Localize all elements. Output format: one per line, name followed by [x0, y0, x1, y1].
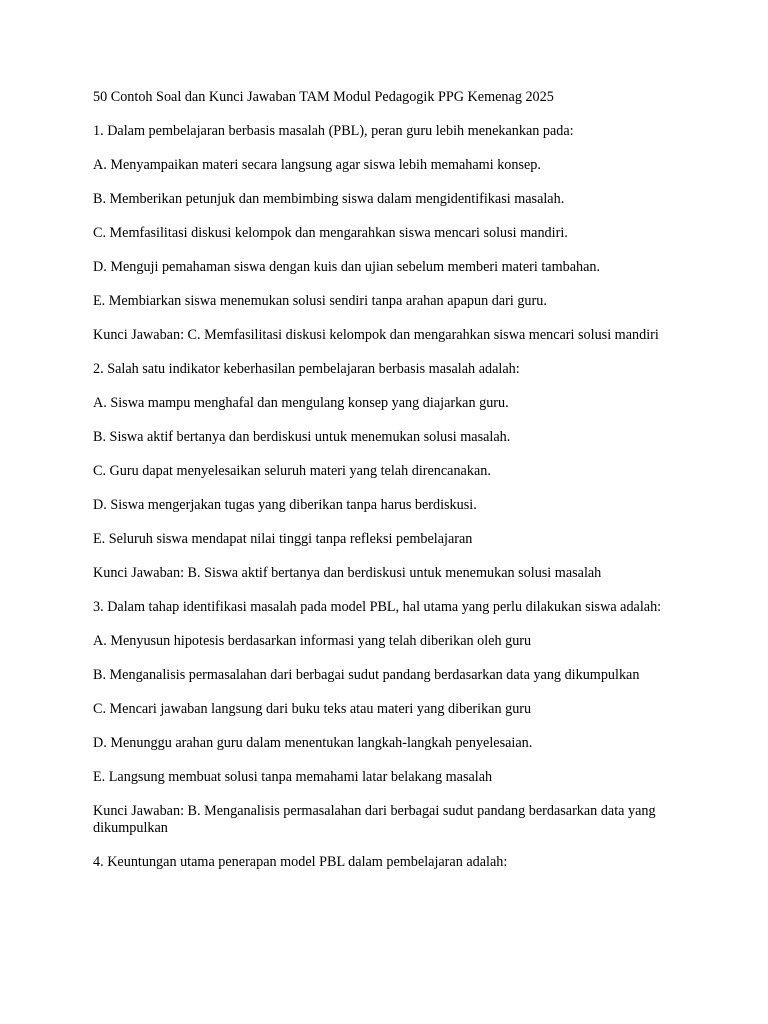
- question-1-answer-key: Kunci Jawaban: C. Memfasilitasi diskusi kelompok dan mengarahkan siswa mencari solusi mandiri: [93, 327, 659, 343]
- question-2-answer-key: Kunci Jawaban: B. Siswa aktif bertanya dan berdiskusi untuk menemukan solusi masalah: [93, 565, 602, 581]
- question-2-option-a: A. Siswa mampu menghafal dan mengulang konsep yang diajarkan guru.: [93, 395, 509, 411]
- question-3-option-a: A. Menyusun hipotesis berdasarkan informasi yang telah diberikan oleh guru: [93, 633, 532, 649]
- question-3-option-d: D. Menunggu arahan guru dalam menentukan langkah-langkah penyelesaian.: [93, 735, 533, 751]
- question-1-option-a: A. Menyampaikan materi secara langsung agar siswa lebih memahami konsep.: [93, 157, 541, 173]
- question-2-option-e: E. Seluruh siswa mendapat nilai tinggi tanpa refleksi pembelajaran: [93, 531, 473, 547]
- document-title: 50 Contoh Soal dan Kunci Jawaban TAM Modul Pedagogik PPG Kemenag 2025: [93, 89, 554, 105]
- question-1-option-b: B. Memberikan petunjuk dan membimbing siswa dalam mengidentifikasi masalah.: [93, 191, 565, 207]
- question-3-option-c: C. Mencari jawaban langsung dari buku teks atau materi yang diberikan guru: [93, 701, 532, 717]
- question-2: 2. Salah satu indikator keberhasilan pembelajaran berbasis masalah adalah:: [93, 361, 520, 377]
- question-3-option-b: B. Menganalisis permasalahan dari berbagai sudut pandang berdasarkan data yang dikumpulkan: [93, 667, 640, 683]
- question-2-option-d: D. Siswa mengerjakan tugas yang diberikan tanpa harus berdiskusi.: [93, 497, 477, 513]
- question-3: 3. Dalam tahap identifikasi masalah pada model PBL, hal utama yang perlu dilakukan siswa adalah:: [93, 599, 662, 615]
- question-1-option-d: D. Menguji pemahaman siswa dengan kuis dan ujian sebelum memberi materi tambahan.: [93, 259, 601, 275]
- question-1-option-e: E. Membiarkan siswa menemukan solusi sendiri tanpa arahan apapun dari guru.: [93, 293, 547, 309]
- question-2-option-c: C. Guru dapat menyelesaikan seluruh materi yang telah direncanakan.: [93, 463, 491, 479]
- question-3-answer-key: Kunci Jawaban: B. Menganalisis permasalahan dari berbagai sudut pandang berdasarkan data yang dikumpulkan: [93, 803, 656, 836]
- question-1: 1. Dalam pembelajaran berbasis masalah (PBL), peran guru lebih menekankan pada:: [93, 123, 574, 139]
- document-page: [93, 89, 683, 888]
- question-4: 4. Keuntungan utama penerapan model PBL dalam pembelajaran adalah:: [93, 854, 508, 870]
- question-3-option-e: E. Langsung membuat solusi tanpa memahami latar belakang masalah: [93, 769, 493, 785]
- question-1-option-c: C. Memfasilitasi diskusi kelompok dan mengarahkan siswa mencari solusi mandiri.: [93, 225, 568, 241]
- question-2-option-b: B. Siswa aktif bertanya dan berdiskusi untuk menemukan solusi masalah.: [93, 429, 511, 445]
